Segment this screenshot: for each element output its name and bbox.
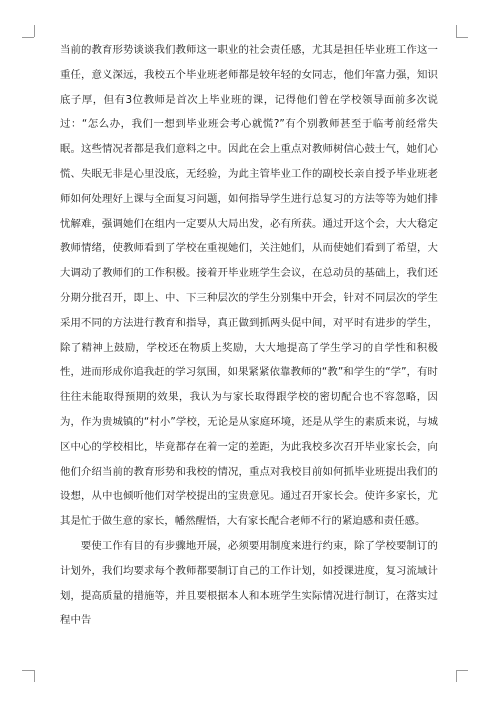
crop-mark-bottom-left-horizontal	[22, 670, 34, 671]
crop-mark-top-left-vertical	[34, 25, 35, 37]
crop-mark-top-right-vertical	[456, 25, 457, 37]
document-body	[60, 38, 438, 633]
crop-mark-top-right-horizontal	[456, 37, 468, 38]
crop-mark-bottom-left-vertical	[34, 670, 35, 682]
crop-mark-bottom-right-vertical	[456, 670, 457, 682]
paragraph-1: 当前的教育形势谈谈我们教师这一职业的社会责任感，尤其是担任毕业班工作这一重任，意义深远，我校五个毕业班老师都是较年轻的女同志，他们年富力强，知识底子厚，但有3位教师是首次上毕业班的课，记得他们曾在学校领导面前多次说过：“怎么办，我们一想到毕业班会考心就慌?”有个别教师甚至于临考前经常失眠。这些情况者都是我们意料之中。因此在会上重点对教师树信心鼓士气，她们心慌、失眠无非是心里没底，无经验，为此主管毕业工作的副校长亲自授予毕业班老师如何处理好上课与全面复习问题，如何指导学生进行总复习的方法等等为她们排忧解难，强调她们在组内一定要从大局出发，必有所获。通过开这个会，大大稳定教师情绪，使教师看到了学校在重视她们，关注她们，从而使她们看到了希望，大大调动了教师们的工作积极。接着开毕业班学生会议，在总动员的基础上，我们还分期分批召开，即上、中、下三种层次的学生分别集中开会，针对不同层次的学生采用不同的方法进行教育和指导，真正做到抓两头促中间，对平时有进步的学生，除了精神上鼓励，学校还在物质上奖励，大大地提高了学生学习的自学性和积极性，进而形成你追我赶的学习氛围，如果紧紧依靠教师的“教”和学生的“学”，有时往往未能取得预期的效果，我认为与家长取得跟学校的密切配合也不容忽略，因为，作为贵城镇的“村小”学校，无论是从家庭环境，还是从学生的素质来说，与城区中心的学校相比，毕竟都存在着一定的差距，为此我校多次召开毕业家长会，向他们介绍当前的教育形势和我校的情况，重点对我校目前如何抓毕业班提出我们的设想，从中也倾听他们对学校提出的宝贵意见。通过召开家长会。使许多家长，尤其是忙于做生意的家长，幡然醒悟，大有家长配合老师不行的紧迫感和责任感。	[60, 44, 438, 528]
crop-mark-bottom-right-horizontal	[456, 670, 468, 671]
crop-mark-top-left-horizontal	[22, 37, 34, 38]
paragraph-2: 要使工作有目的有步骤地开展，必须要用制度来进行约束，除了学校要制订的计划外，我们均要求每个教师都要制订自己的工作计划，如授课进度，复习流域计划，提高质量的措施等，并且要根据本人和本班学生实际情况进行制订，在落实过程中告	[60, 539, 438, 627]
